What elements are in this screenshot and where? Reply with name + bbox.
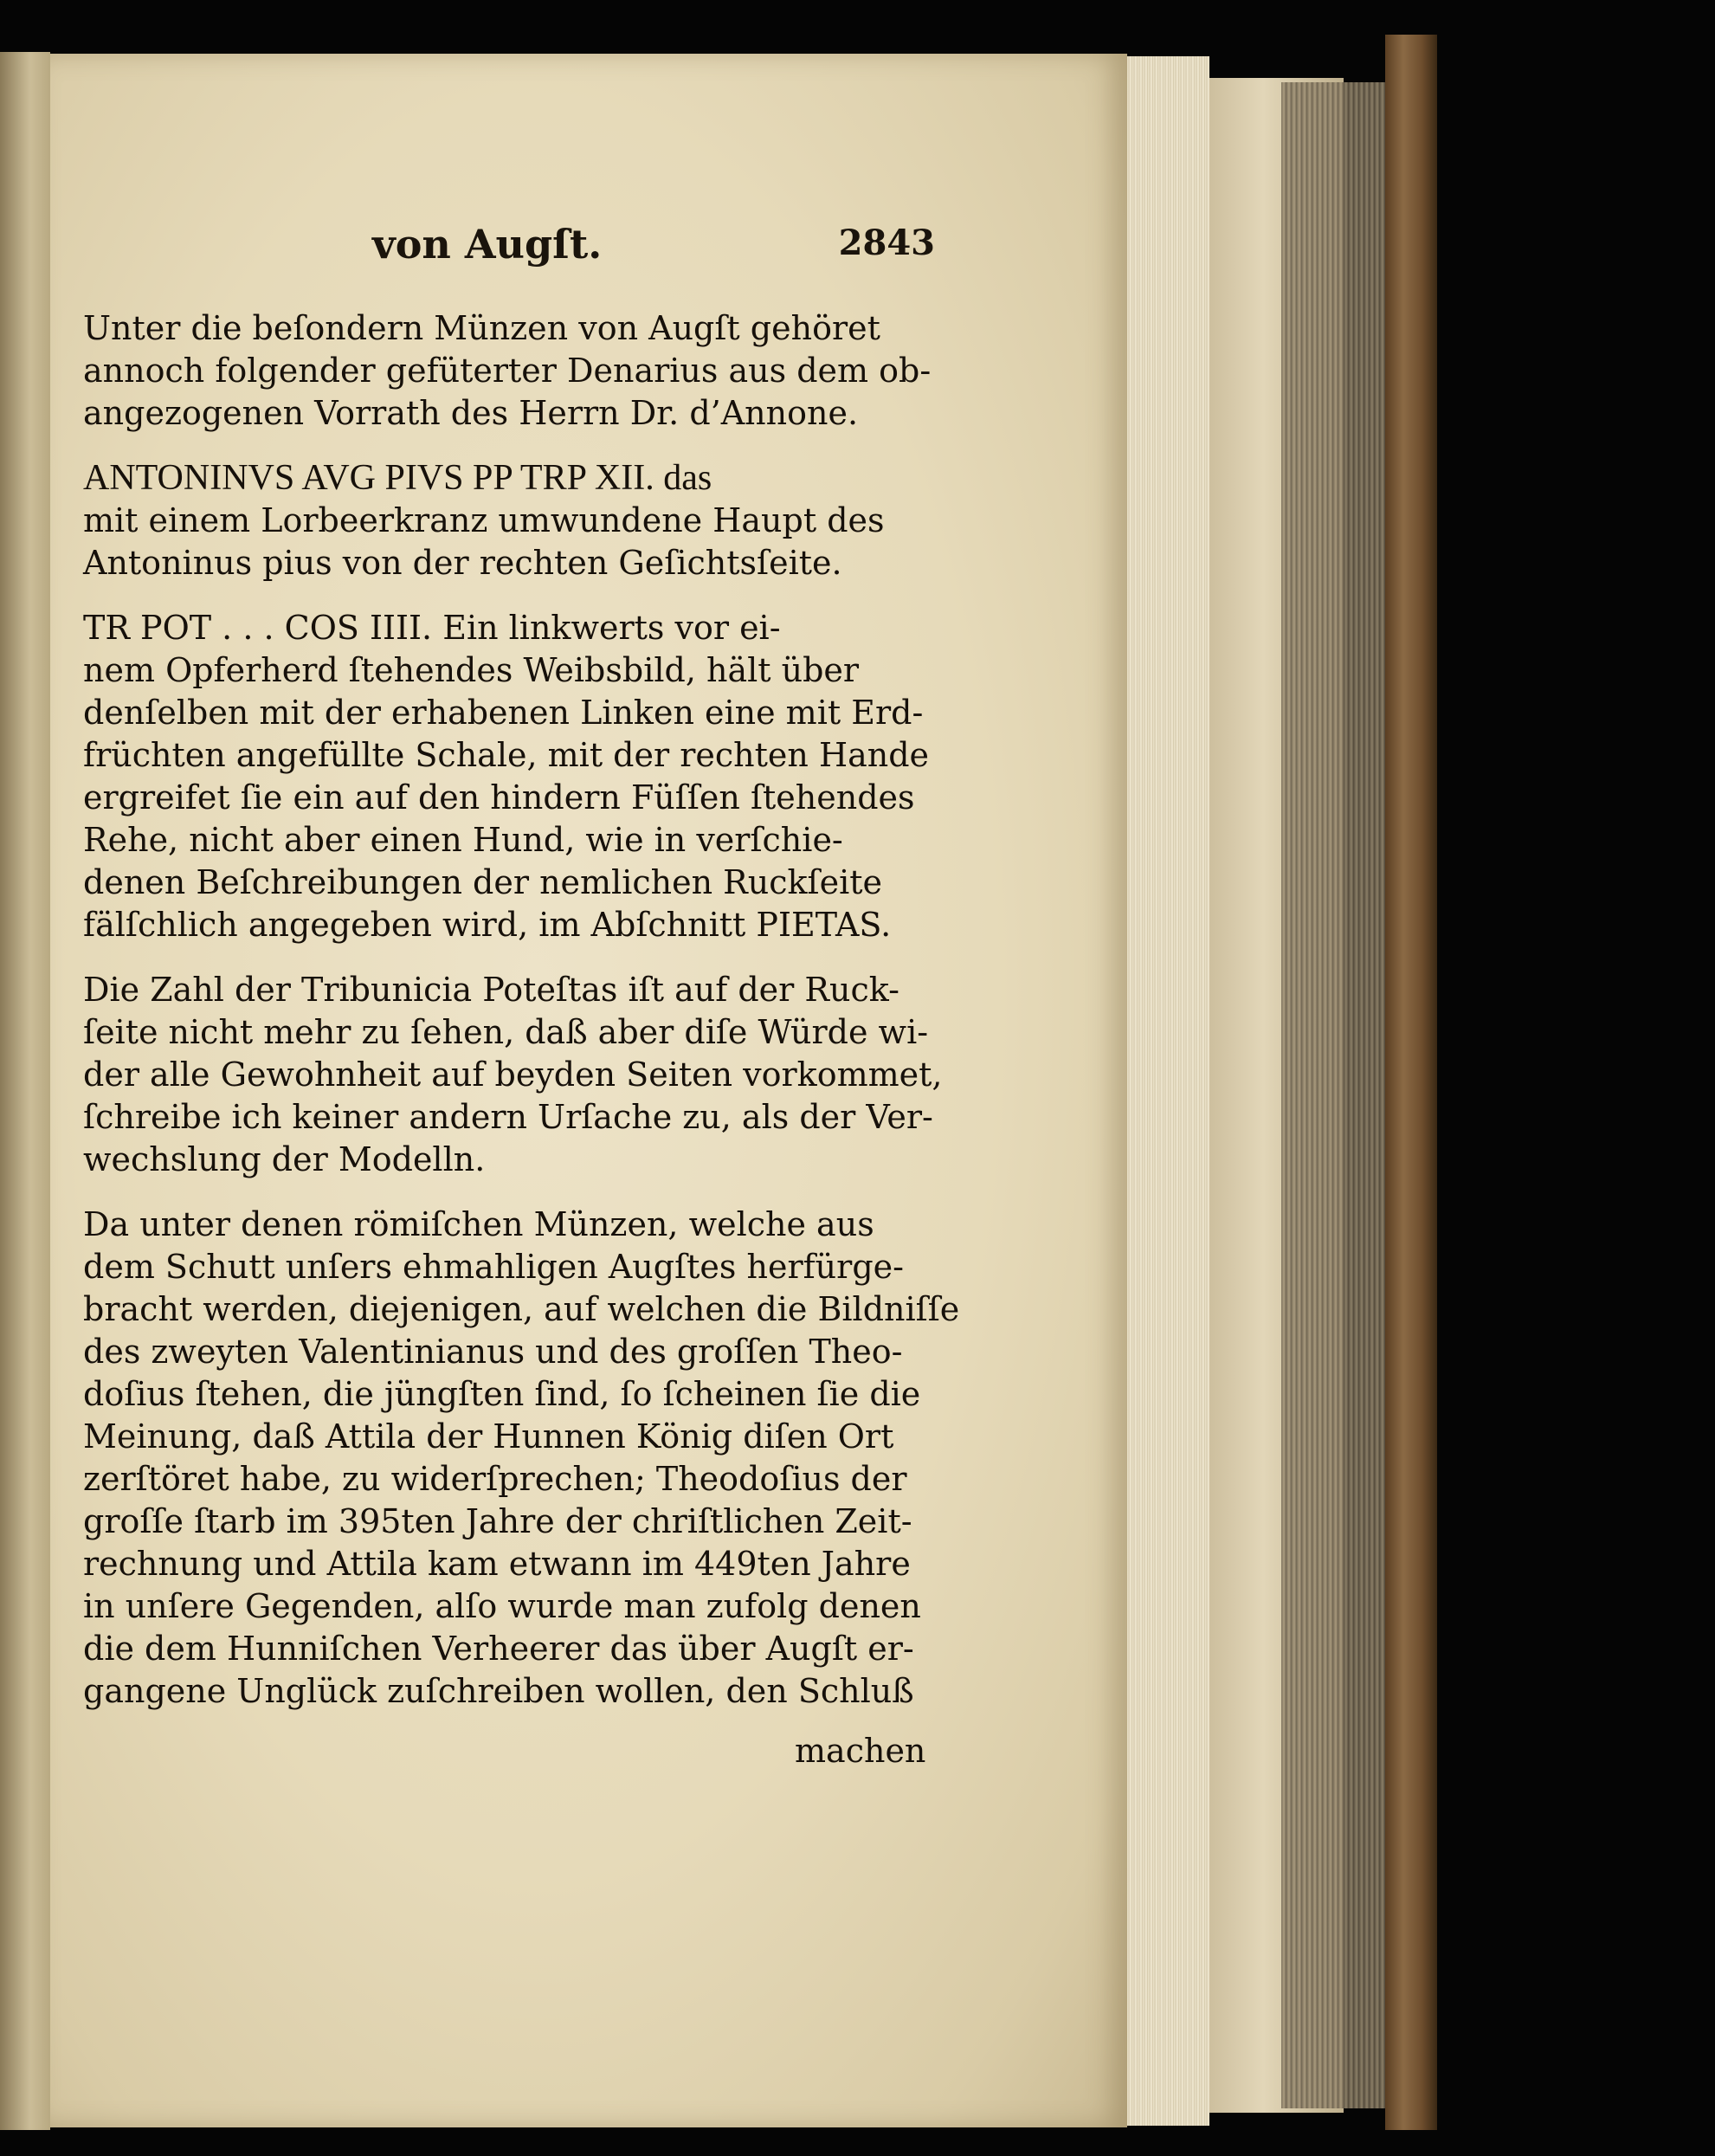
text-line: gangene Unglück zuſchreiben wollen, den Schluß — [83, 1672, 914, 1710]
text-line: Meinung, daß Attila der Hunnen König diſen Ort — [83, 1417, 894, 1456]
catchword: machen — [795, 1732, 926, 1770]
text-line: des zweyten Valentinianus und des groſſen Theo- — [83, 1333, 903, 1371]
text-line: mit einem Lorbeerkranz umwundene Haupt des — [83, 501, 885, 539]
text-line: ergreifet ſie ein auf den hindern Füſſen ſtehendes — [83, 778, 915, 817]
text-line: groſſe ſtarb im 395ten Jahre der chriſtlichen Zeit- — [83, 1502, 912, 1540]
text-line: früchten angefüllte Schale, mit der rechten Hande — [83, 736, 930, 774]
text-line: bracht werden, diejenigen, auf welchen die Bildniſſe — [83, 1290, 960, 1328]
text-line: in unſere Gegenden, alſo wurde man zufolg denen — [83, 1587, 921, 1625]
text-line: ANTONINVS AVG PIVS PP TRP XII. das — [83, 458, 712, 498]
text-line: ſchreibe ich keiner andern Urſache zu, als der Ver- — [83, 1098, 933, 1136]
text-line: fälſchlich angegeben wird, im Abſchnitt PIETAS. — [83, 906, 892, 944]
text-line: Die Zahl der Tribunicia Poteſtas iſt auf der Ruck- — [83, 971, 899, 1009]
text-line: doſius ſtehen, die jüngſten ſind, ſo ſcheinen ſie die — [83, 1375, 921, 1413]
text-line: dem Schutt unſers ehmahligen Augſtes herfürge- — [83, 1248, 904, 1286]
text-line: TR POT . . . COS IIII. Ein linkwerts vor ei- — [83, 609, 781, 647]
leather-cover — [1385, 35, 1437, 2130]
text-line: der alle Gewohnheit auf beyden Seiten vorkommet, — [83, 1055, 943, 1094]
paragraph — [83, 607, 930, 946]
text-line: angezogenen Vorrath des Herrn Dr. d’Annone. — [83, 394, 859, 432]
text-line: Rehe, nicht aber einen Hund, wie in verſchie- — [83, 821, 843, 859]
text-line: Unter die beſondern Münzen von Augſt gehöret — [83, 309, 880, 347]
page-number: 2843 — [838, 223, 935, 263]
page-block-edges — [1127, 56, 1209, 2126]
text-line: ſeite nicht mehr zu ſehen, daß aber diſe Würde wi- — [83, 1013, 929, 1051]
facing-page-edge — [0, 52, 50, 2130]
text-line: denſelben mit der erhabenen Linken eine mit Erd- — [83, 694, 924, 732]
paragraph — [83, 969, 943, 1181]
text-line: denen Beſchreibungen der nemlichen Ruckſeite — [83, 863, 883, 901]
text-line: nem Opferherd ſtehendes Weibsbild, hält über — [83, 651, 860, 689]
running-head: von Augſt. — [372, 221, 603, 268]
paragraph — [83, 307, 932, 435]
text-line: Da unter denen römiſchen Münzen, welche aus — [83, 1205, 874, 1243]
text-line: Antoninus pius von der rechten Geſichtsſeite. — [83, 544, 842, 582]
body-text — [83, 307, 960, 1735]
paragraph — [83, 1204, 960, 1713]
text-line: zerſtöret habe, zu widerſprechen; Theodoſius der — [83, 1460, 907, 1498]
page-header — [364, 221, 935, 273]
text-line: annoch folgender gefüterter Denarius aus dem ob- — [83, 352, 932, 390]
text-line: die dem Hunniſchen Verheerer das über Augſt er- — [83, 1630, 914, 1668]
paragraph — [83, 457, 914, 584]
text-line: rechnung und Attila kam etwann im 449ten Jahre — [83, 1545, 911, 1583]
inner-page-edges — [1281, 82, 1385, 2108]
text-line: wechslung der Modelln. — [83, 1140, 486, 1178]
